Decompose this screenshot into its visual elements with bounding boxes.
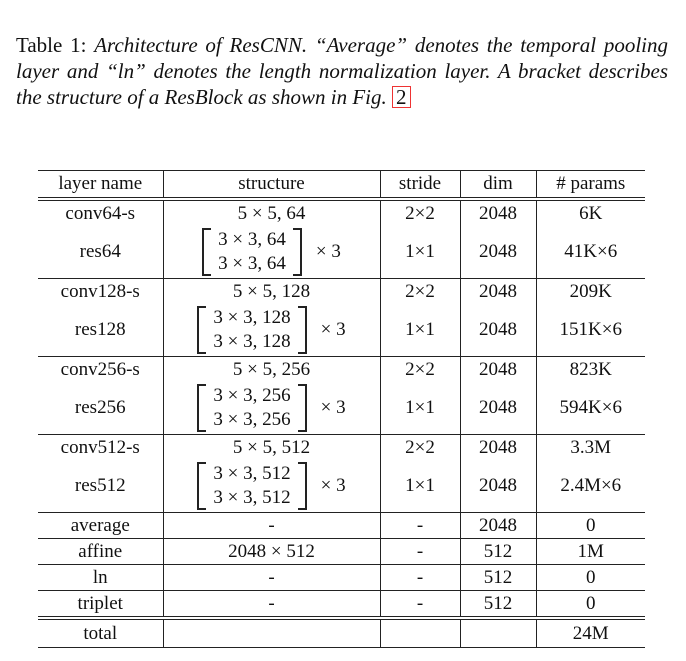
stride-cell: 2×2 (380, 435, 460, 461)
dim-cell: 2048 (460, 279, 536, 305)
structure-cell: - (163, 513, 380, 539)
stride-cell: 1×1 (380, 460, 460, 513)
figure-reference-link[interactable]: 2 (392, 86, 411, 108)
layer-name-cell: average (38, 513, 163, 539)
params-cell: 0 (536, 591, 645, 619)
stride-cell: - (380, 513, 460, 539)
params-cell: 0 (536, 513, 645, 539)
repeat-multiplier: × 3 (320, 475, 346, 496)
layer-name-cell: affine (38, 539, 163, 565)
structure-cell (163, 382, 380, 435)
table-row (38, 199, 645, 226)
header-row (38, 171, 645, 200)
table-row (38, 382, 645, 435)
dim-cell: 2048 (460, 226, 536, 279)
header-cell: # params (536, 171, 645, 200)
dim-cell: 2048 (460, 304, 536, 357)
structure-cell: 5 × 5, 512 (163, 435, 380, 461)
structure-cell: 5 × 5, 128 (163, 279, 380, 305)
bracket (202, 228, 302, 276)
total-dim-cell (460, 618, 536, 648)
table-row (38, 539, 645, 565)
table-caption (16, 32, 668, 110)
dim-cell: 2048 (460, 357, 536, 383)
total-params-cell: 24M (536, 618, 645, 648)
stride-cell: - (380, 591, 460, 619)
table-row (38, 460, 645, 513)
table-row (38, 226, 645, 279)
block-line: 3 × 3, 128 (213, 307, 291, 328)
block-line: 3 × 3, 64 (218, 253, 286, 274)
params-cell: 2.4M×6 (536, 460, 645, 513)
block-line: 3 × 3, 64 (218, 229, 286, 250)
header-cell: structure (163, 171, 380, 200)
total-structure-cell (163, 618, 380, 648)
dim-cell: 2048 (460, 199, 536, 226)
repeat-multiplier: × 3 (320, 319, 346, 340)
block-line: 3 × 3, 128 (213, 331, 291, 352)
table-row (38, 513, 645, 539)
block-line: 3 × 3, 512 (213, 463, 291, 484)
structure-cell: - (163, 591, 380, 619)
structure-cell: 2048 × 512 (163, 539, 380, 565)
dim-cell: 2048 (460, 460, 536, 513)
structure-cell (163, 460, 380, 513)
header-cell: dim (460, 171, 536, 200)
header-cell: stride (380, 171, 460, 200)
params-cell: 209K (536, 279, 645, 305)
bracket (197, 462, 306, 510)
structure-cell (163, 226, 380, 279)
layer-name-cell: conv256-s (60, 358, 140, 380)
layer-name-cell: conv64-s (65, 202, 136, 224)
layer-name-cell: triplet (38, 591, 163, 619)
table-row (38, 591, 645, 619)
resblock-structure (202, 228, 341, 276)
caption-text: Architecture of ResCNN. “Average” denotes the temporal pooling layer and “ln” denotes the length normalization layer. A bracket describes the structure of a ResBlock as shown in Fig. (16, 33, 668, 109)
stride-cell: - (380, 565, 460, 591)
params-cell: 6K (536, 199, 645, 226)
resblock-structure (197, 384, 345, 432)
structure-cell: - (163, 565, 380, 591)
repeat-multiplier: × 3 (320, 397, 346, 418)
table-row (38, 357, 645, 383)
stride-cell: 1×1 (380, 382, 460, 435)
layer-name-cell: conv128-s (60, 280, 140, 302)
stride-cell: 1×1 (380, 226, 460, 279)
params-cell: 594K×6 (536, 382, 645, 435)
layer-name-cell: res128 (38, 304, 163, 357)
dim-cell: 512 (460, 591, 536, 619)
layer-name-cell: res256 (38, 382, 163, 435)
architecture-table (38, 170, 645, 648)
caption-label: Table 1: (16, 33, 87, 57)
params-cell: 3.3M (536, 435, 645, 461)
bracket (197, 306, 306, 354)
table-row (38, 565, 645, 591)
stride-cell: 1×1 (380, 304, 460, 357)
bracket (197, 384, 306, 432)
total-stride-cell (380, 618, 460, 648)
layer-name-cell: conv512-s (60, 436, 140, 458)
layer-name-cell: res512 (38, 460, 163, 513)
total-name-cell: total (38, 618, 163, 648)
dim-cell: 512 (460, 565, 536, 591)
params-cell: 823K (536, 357, 645, 383)
header-cell: layer name (38, 171, 163, 200)
structure-cell: 5 × 5, 64 (163, 199, 380, 226)
params-cell: 41K×6 (536, 226, 645, 279)
block-line: 3 × 3, 256 (213, 385, 291, 406)
params-cell: 151K×6 (536, 304, 645, 357)
stride-cell: 2×2 (380, 279, 460, 305)
structure-cell (163, 304, 380, 357)
total-row (38, 618, 645, 648)
block-line: 3 × 3, 256 (213, 409, 291, 430)
params-cell: 0 (536, 565, 645, 591)
dim-cell: 2048 (460, 513, 536, 539)
stride-cell: 2×2 (380, 199, 460, 226)
layer-name-cell: ln (38, 565, 163, 591)
dim-cell: 512 (460, 539, 536, 565)
layer-name-cell: res64 (38, 226, 163, 279)
dim-cell: 2048 (460, 435, 536, 461)
structure-cell: 5 × 5, 256 (163, 357, 380, 383)
stride-cell: - (380, 539, 460, 565)
table-row (38, 279, 645, 305)
stride-cell: 2×2 (380, 357, 460, 383)
table-row (38, 435, 645, 461)
resblock-structure (197, 306, 345, 354)
resblock-structure (197, 462, 345, 510)
block-line: 3 × 3, 512 (213, 487, 291, 508)
table-row (38, 304, 645, 357)
dim-cell: 2048 (460, 382, 536, 435)
params-cell: 1M (536, 539, 645, 565)
repeat-multiplier: × 3 (315, 241, 341, 262)
